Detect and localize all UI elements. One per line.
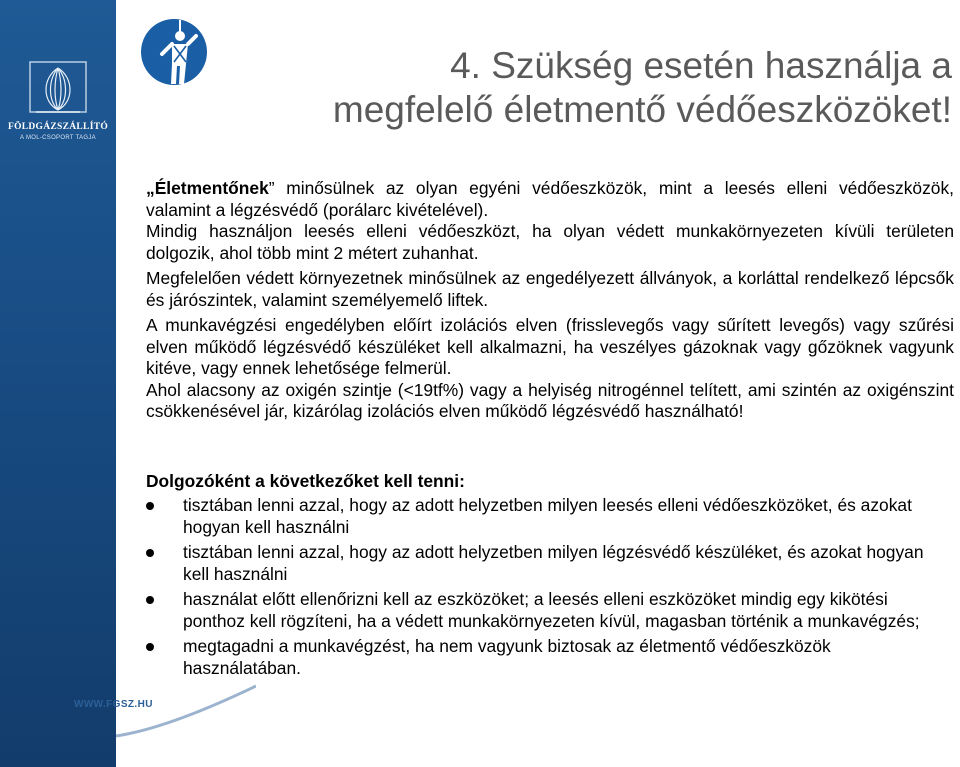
brand-name: FÖLDGÁZSZÁLLÍTÓ — [7, 122, 109, 132]
decorative-swoosh — [116, 680, 256, 740]
gas-company-logo-icon — [22, 56, 94, 120]
paragraph-3: Megfelelően védett környezetnek minősülnek az engedélyezett állványok, a korláttal rendelkező lépcsők és járószintek, valamint személyemelő liftek. — [146, 268, 954, 310]
list-item — [146, 495, 946, 538]
list-item-text: tisztában lenni azzal, hogy az adott helyzetben milyen leesés elleni védőeszközöket, és azokat hogyan kell használni — [183, 495, 912, 537]
bullet-icon — [146, 643, 154, 651]
brand-tagline: A MOL-CSOPORT TAGJA — [20, 135, 96, 141]
paragraph-4: A munkavégzési engedélyben előírt izolációs elven (frisslevegős vagy sűrített levegős) vagy szűrési elven működő légzésvédő készüléket kell alkalmazni, ha veszélyes gázoknak vagy gőzöknek vagyunk kitéve, vagy ennek lehetősége felmerül. — [146, 315, 954, 378]
list-item — [146, 542, 946, 585]
page-title — [292, 44, 952, 132]
bullet-list — [146, 495, 946, 683]
title-line-2: megfelelő életmentő védőeszközöket! — [332, 89, 952, 130]
paragraph-2: Mindig használjon leesés elleni védőeszközt, ha olyan védett munkakörnyezeten kívüli területen dolgozik, ahol több mint 2 métert zuhanhat. — [146, 221, 954, 263]
list-item — [146, 589, 946, 632]
quote-open: „ — [146, 178, 155, 198]
paragraph-1-text: ” minősülnek az olyan egyéni védőeszközök, mint a leesés elleni védőeszközök, valamint a légzésvédő (porálarc kivételével). — [146, 178, 954, 220]
website-link[interactable]: WWW.FGSZ.HU — [74, 699, 153, 710]
definition-term: Életmentőnek — [154, 178, 269, 198]
title-line-1: 4. Szükség esetén használja a — [450, 45, 952, 86]
body-text — [146, 178, 954, 427]
brand-sidebar — [0, 0, 116, 767]
bullet-icon — [146, 596, 154, 604]
list-item-text: megtagadni a munkavégzést, ha nem vagyunk biztosak az életmentő védőeszközök használatában. — [183, 636, 831, 678]
paragraph-5: Ahol alacsony az oxigén szintje (<19tf%) vagy a helyiség nitrogénnel telített, ami szintén az oxigénszint csökkenésével jár, kizárólag izolációs elven működő légzésvédő használható! — [146, 379, 954, 421]
bullet-icon — [146, 549, 154, 557]
list-item-text: használat előtt ellenőrizni kell az eszközöket; a leesés elleni eszközöket mindig egy kikötési ponthoz kell rögzíteni, ha a védett munkakörnyezeten kívül, magasban történik a munkavégzés; — [183, 589, 920, 631]
worker-safety-harness-icon — [140, 14, 208, 90]
paragraph-1 — [146, 178, 954, 221]
list-item-text: tisztában lenni azzal, hogy az adott helyzetben milyen légzésvédő készüléket, és azokat hogyan kell használni — [183, 542, 924, 584]
list-item — [146, 636, 946, 679]
section-heading: Dolgozóként a következőket kell tenni: — [146, 471, 465, 491]
bullet-icon — [146, 502, 154, 510]
